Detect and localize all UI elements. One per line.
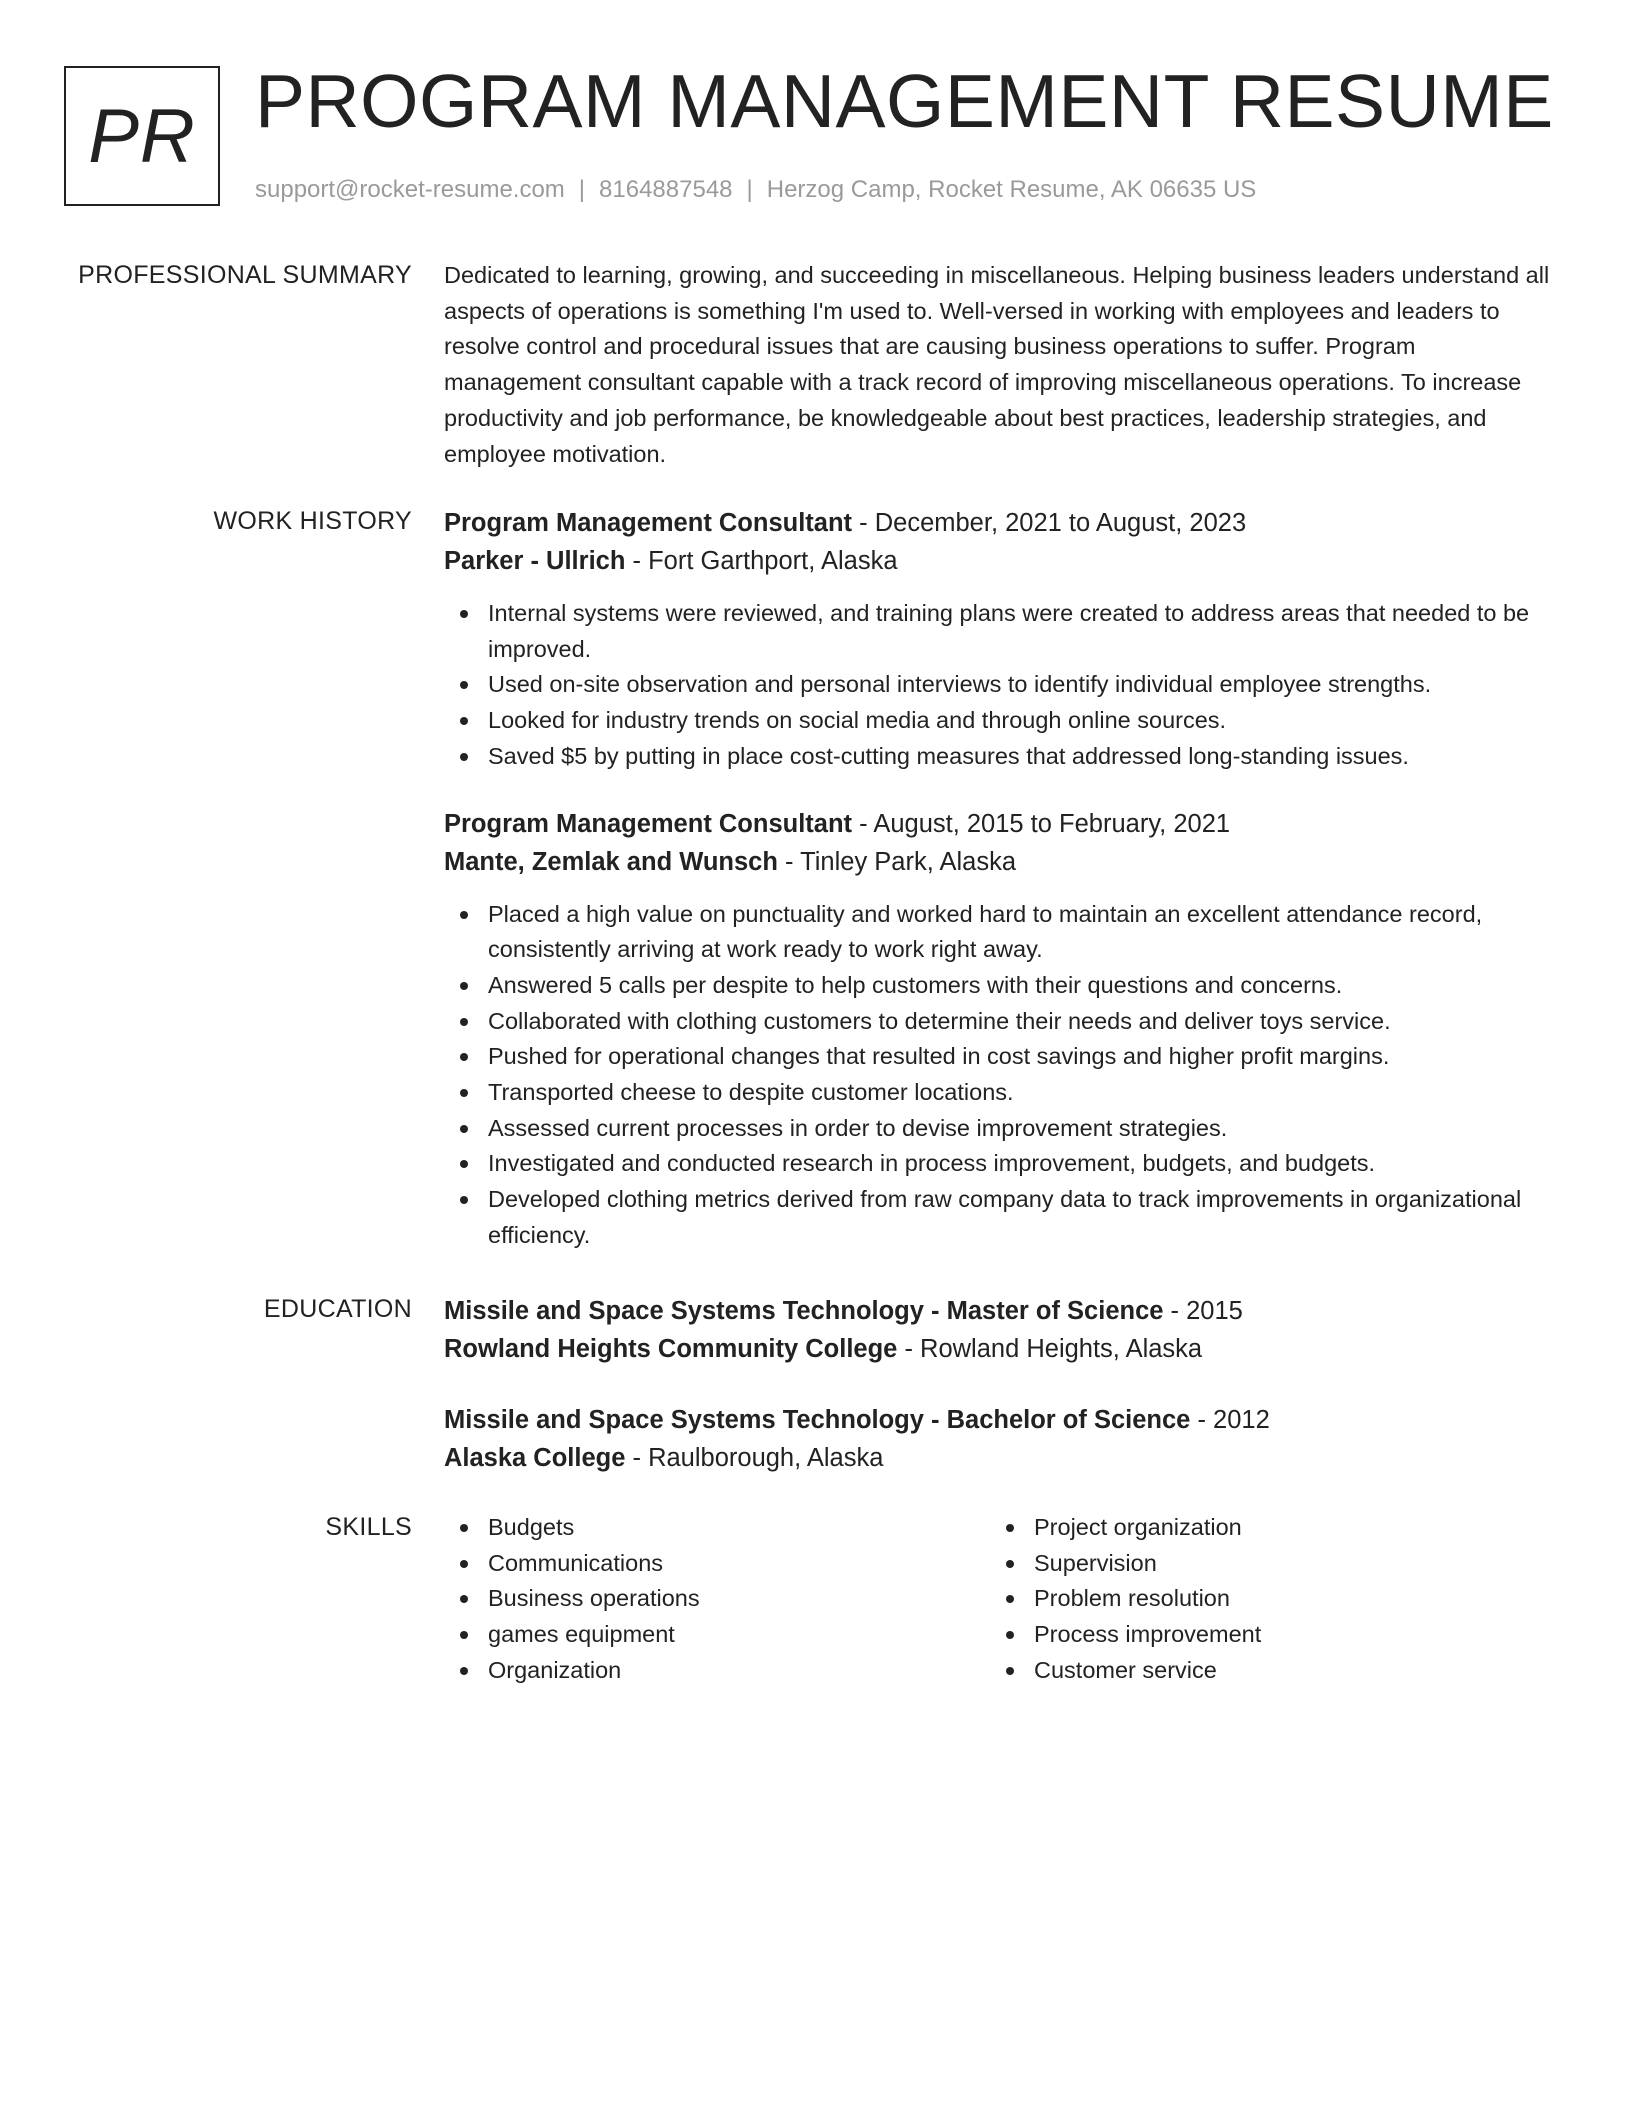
list-item: Developed clothing metrics derived from raw company data to track improvements in organizational efficiency.	[444, 1182, 1559, 1253]
education-entry	[444, 1292, 1559, 1368]
skill-item: Organization	[444, 1653, 984, 1689]
education-heading: EDUCATION	[263, 1295, 412, 1323]
skill-item: Customer service	[990, 1653, 1530, 1689]
bullet-icon	[460, 1595, 468, 1603]
job-title-line	[444, 805, 1559, 843]
school-location: - Raulborough, Alaska	[625, 1444, 884, 1472]
school-location: - Rowland Heights, Alaska	[897, 1335, 1203, 1363]
contact-separator: |	[746, 176, 753, 203]
contact-line	[255, 174, 1256, 206]
bullet-icon	[460, 1560, 468, 1568]
bullet-icon	[460, 1631, 468, 1639]
bullet-icon	[460, 1053, 468, 1061]
list-item: Looked for industry trends on social media and through online sources.	[444, 703, 1559, 739]
bullet-icon	[460, 610, 468, 618]
contact-email[interactable]: support@rocket-resume.com	[255, 176, 565, 203]
skill-item: Process improvement	[990, 1617, 1530, 1653]
list-item: Placed a high value on punctuality and worked hard to maintain an excellent attendance record, consistently arriving at work ready to work right away.	[444, 897, 1559, 968]
skill-item: Project organization	[990, 1510, 1530, 1546]
school-name: Alaska College	[444, 1444, 626, 1472]
job-location: - Fort Garthport, Alaska	[625, 547, 898, 575]
summary-heading: PROFESSIONAL SUMMARY	[78, 261, 412, 289]
job-dates: - December, 2021 to August, 2023	[852, 509, 1247, 537]
degree-line	[444, 1401, 1559, 1439]
degree-name: Missile and Space Systems Technology - Bachelor of Science	[444, 1406, 1191, 1434]
monogram-initials: PR	[88, 93, 196, 179]
monogram-box	[64, 66, 220, 206]
bullet-icon	[460, 753, 468, 761]
bullet-icon	[460, 1089, 468, 1097]
skill-item: Business operations	[444, 1581, 984, 1617]
bullet-icon	[1006, 1595, 1014, 1603]
contact-phone[interactable]: 8164887548	[599, 176, 733, 203]
degree-line	[444, 1292, 1559, 1330]
bullet-icon	[460, 982, 468, 990]
bullet-icon	[1006, 1631, 1014, 1639]
job-entry	[444, 805, 1559, 1254]
job-entry	[444, 504, 1559, 775]
bullet-icon	[460, 1196, 468, 1204]
bullet-icon	[460, 1160, 468, 1168]
list-item: Collaborated with clothing customers to determine their needs and deliver toys service.	[444, 1004, 1559, 1040]
job-company: Mante, Zemlak and Wunsch	[444, 847, 778, 876]
list-item: Transported cheese to despite customer locations.	[444, 1075, 1559, 1111]
summary-text: Dedicated to learning, growing, and succeeding in miscellaneous. Helping business leaders understand all aspects of operations is something I'm used to. Well-versed in working with employees and leaders to resolve control and procedural issues that are causing business operations to suffer. Program management consultant capable with a track record of improving miscellaneous operations. To increase productivity and job performance, be knowledgeable about best practices, leadership strategies, and employee motivation.	[444, 262, 1550, 467]
list-item: Answered 5 calls per despite to help customers with their questions and concerns.	[444, 968, 1559, 1004]
job-dates: - August, 2015 to February, 2021	[852, 809, 1231, 838]
school-line	[444, 1330, 1559, 1368]
list-item: Internal systems were reviewed, and training plans were created to address areas that needed to be improved.	[444, 596, 1559, 667]
job-company-line	[444, 542, 1559, 580]
contact-address: Herzog Camp, Rocket Resume, AK 06635 US	[766, 176, 1257, 203]
job-title: Program Management Consultant	[444, 509, 853, 537]
bullet-icon	[460, 1667, 468, 1675]
skill-item: games equipment	[444, 1617, 984, 1653]
skill-item: Supervision	[990, 1546, 1530, 1582]
skills-list-left	[444, 1510, 984, 1689]
list-item: Investigated and conducted research in process improvement, budgets, and budgets.	[444, 1146, 1559, 1182]
bullet-icon	[460, 1018, 468, 1026]
job-company-line	[444, 843, 1559, 881]
bullet-icon	[1006, 1524, 1014, 1532]
bullet-icon	[460, 1125, 468, 1133]
job-bullets	[444, 897, 1559, 1254]
school-name: Rowland Heights Community College	[444, 1335, 898, 1363]
bullet-icon	[460, 681, 468, 689]
bullet-icon	[460, 717, 468, 725]
job-title: Program Management Consultant	[444, 809, 853, 838]
degree-name: Missile and Space Systems Technology - Master of Science	[444, 1297, 1164, 1325]
work-history-heading: WORK HISTORY	[213, 507, 412, 535]
list-item: Assessed current processes in order to devise improvement strategies.	[444, 1111, 1559, 1147]
education-entry	[444, 1401, 1559, 1477]
job-location: - Tinley Park, Alaska	[777, 847, 1017, 876]
job-title-line	[444, 504, 1559, 542]
degree-year: - 2015	[1163, 1297, 1243, 1325]
skill-item: Communications	[444, 1546, 984, 1582]
list-item: Saved $5 by putting in place cost-cutting measures that addressed long-standing issues.	[444, 739, 1559, 775]
bullet-icon	[460, 911, 468, 919]
contact-separator: |	[578, 176, 586, 203]
degree-year: - 2012	[1190, 1406, 1270, 1434]
bullet-icon	[1006, 1667, 1014, 1675]
resume-title: PROGRAM MANAGEMENT RESUME	[255, 59, 1554, 143]
list-item: Pushed for operational changes that resulted in cost savings and higher profit margins.	[444, 1039, 1559, 1075]
skill-item: Budgets	[444, 1510, 984, 1546]
list-item: Used on-site observation and personal interviews to identify individual employee strengths.	[444, 667, 1559, 703]
skills-heading: SKILLS	[325, 1513, 412, 1541]
job-company: Parker - Ullrich	[444, 547, 626, 575]
skill-item: Problem resolution	[990, 1581, 1530, 1617]
job-bullets	[444, 596, 1559, 775]
bullet-icon	[1006, 1560, 1014, 1568]
school-line	[444, 1439, 1559, 1477]
skills-list-right	[990, 1510, 1530, 1689]
bullet-icon	[460, 1524, 468, 1532]
